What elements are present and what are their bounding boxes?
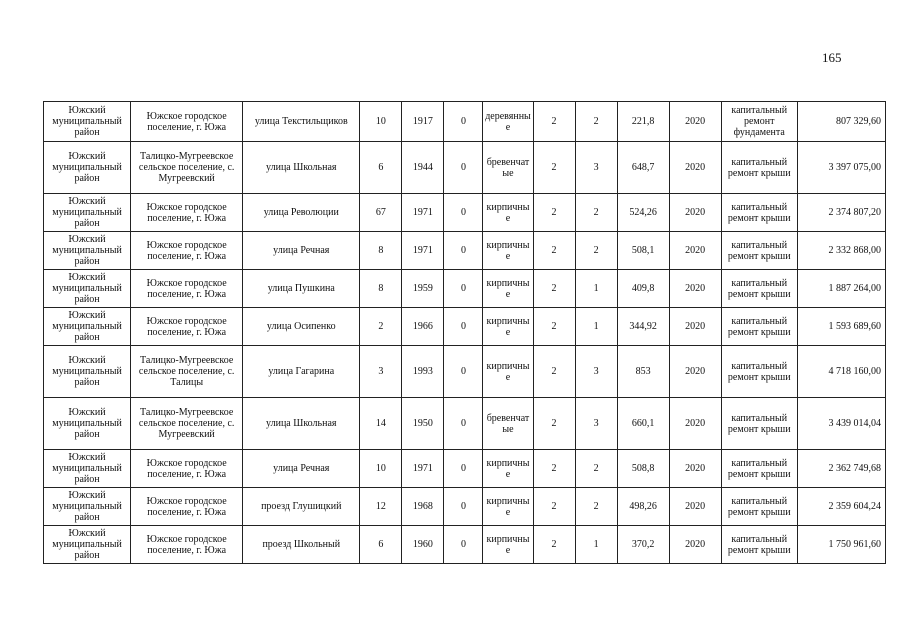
cell-floors: 2 bbox=[533, 102, 575, 142]
cell-area: 853 bbox=[617, 346, 669, 398]
cell-plan-year: 2020 bbox=[669, 450, 721, 488]
cell-build-year: 1968 bbox=[402, 488, 444, 526]
cell-district: Южский муниципальный район bbox=[44, 308, 131, 346]
cell-floors: 2 bbox=[533, 526, 575, 564]
cell-build-year: 1950 bbox=[402, 398, 444, 450]
cell-street: улица Школьная bbox=[243, 142, 360, 194]
cell-district: Южский муниципальный район bbox=[44, 102, 131, 142]
cell-entrances: 3 bbox=[575, 346, 617, 398]
cell-floors: 2 bbox=[533, 194, 575, 232]
cell-floors: 2 bbox=[533, 232, 575, 270]
cell-area: 409,8 bbox=[617, 270, 669, 308]
cell-house-number: 8 bbox=[360, 270, 402, 308]
cell-house-number: 12 bbox=[360, 488, 402, 526]
cell-area: 370,2 bbox=[617, 526, 669, 564]
cell-build-year: 1960 bbox=[402, 526, 444, 564]
table-row bbox=[44, 346, 886, 398]
cell-zero: 0 bbox=[444, 308, 483, 346]
cell-settlement: Талицко-Мугреевское сельское поселение, с. Мугреевский bbox=[131, 398, 243, 450]
cell-street: проезд Глушицкий bbox=[243, 488, 360, 526]
cell-area: 648,7 bbox=[617, 142, 669, 194]
cell-plan-year: 2020 bbox=[669, 526, 721, 564]
cell-area: 660,1 bbox=[617, 398, 669, 450]
cell-street: улица Речная bbox=[243, 450, 360, 488]
cell-wall-material: кирпичные bbox=[483, 450, 533, 488]
cell-zero: 0 bbox=[444, 270, 483, 308]
cell-work-type: капитальный ремонт крыши bbox=[721, 398, 797, 450]
cell-plan-year: 2020 bbox=[669, 102, 721, 142]
cell-settlement: Южское городское поселение, г. Южа bbox=[131, 526, 243, 564]
table-row bbox=[44, 308, 886, 346]
cell-build-year: 1917 bbox=[402, 102, 444, 142]
cell-entrances: 2 bbox=[575, 194, 617, 232]
cell-build-year: 1971 bbox=[402, 194, 444, 232]
cell-settlement: Южское городское поселение, г. Южа bbox=[131, 270, 243, 308]
cell-zero: 0 bbox=[444, 102, 483, 142]
cell-wall-material: кирпичные bbox=[483, 232, 533, 270]
cell-street: улица Революции bbox=[243, 194, 360, 232]
cell-entrances: 3 bbox=[575, 398, 617, 450]
cell-house-number: 14 bbox=[360, 398, 402, 450]
cell-work-type: капитальный ремонт крыши bbox=[721, 488, 797, 526]
cell-build-year: 1944 bbox=[402, 142, 444, 194]
cell-cost: 807 329,60 bbox=[797, 102, 885, 142]
cell-cost: 1 593 689,60 bbox=[797, 308, 885, 346]
cell-house-number: 6 bbox=[360, 142, 402, 194]
cell-zero: 0 bbox=[444, 142, 483, 194]
cell-area: 508,8 bbox=[617, 450, 669, 488]
cell-cost: 1 887 264,00 bbox=[797, 270, 885, 308]
cell-entrances: 3 bbox=[575, 142, 617, 194]
cell-work-type: капитальный ремонт крыши bbox=[721, 142, 797, 194]
cell-build-year: 1971 bbox=[402, 450, 444, 488]
cell-street: улица Текстильщиков bbox=[243, 102, 360, 142]
cell-cost: 3 439 014,04 bbox=[797, 398, 885, 450]
cell-work-type: капитальный ремонт крыши bbox=[721, 526, 797, 564]
cell-plan-year: 2020 bbox=[669, 308, 721, 346]
cell-district: Южский муниципальный район bbox=[44, 232, 131, 270]
cell-settlement: Южское городское поселение, г. Южа bbox=[131, 232, 243, 270]
cell-floors: 2 bbox=[533, 450, 575, 488]
cell-district: Южский муниципальный район bbox=[44, 142, 131, 194]
cell-house-number: 6 bbox=[360, 526, 402, 564]
table-row bbox=[44, 488, 886, 526]
cell-work-type: капитальный ремонт крыши bbox=[721, 450, 797, 488]
cell-work-type: капитальный ремонт крыши bbox=[721, 346, 797, 398]
cell-wall-material: кирпичные bbox=[483, 270, 533, 308]
cell-wall-material: кирпичные bbox=[483, 194, 533, 232]
table-row bbox=[44, 142, 886, 194]
cell-wall-material: кирпичные bbox=[483, 346, 533, 398]
cell-work-type: капитальный ремонт крыши bbox=[721, 270, 797, 308]
cell-wall-material: бревенчатые bbox=[483, 398, 533, 450]
table-row bbox=[44, 102, 886, 142]
cell-entrances: 2 bbox=[575, 450, 617, 488]
cell-entrances: 1 bbox=[575, 308, 617, 346]
table-row bbox=[44, 194, 886, 232]
cell-cost: 2 374 807,20 bbox=[797, 194, 885, 232]
cell-street: улица Школьная bbox=[243, 398, 360, 450]
cell-street: улица Пушкина bbox=[243, 270, 360, 308]
cell-wall-material: деревянные bbox=[483, 102, 533, 142]
cell-house-number: 3 bbox=[360, 346, 402, 398]
cell-district: Южский муниципальный район bbox=[44, 488, 131, 526]
cell-cost: 2 359 604,24 bbox=[797, 488, 885, 526]
cell-cost: 1 750 961,60 bbox=[797, 526, 885, 564]
cell-district: Южский муниципальный район bbox=[44, 346, 131, 398]
cell-wall-material: кирпичные bbox=[483, 526, 533, 564]
cell-build-year: 1993 bbox=[402, 346, 444, 398]
cell-work-type: капитальный ремонт крыши bbox=[721, 232, 797, 270]
cell-house-number: 8 bbox=[360, 232, 402, 270]
cell-floors: 2 bbox=[533, 270, 575, 308]
cell-settlement: Южское городское поселение, г. Южа bbox=[131, 194, 243, 232]
cell-zero: 0 bbox=[444, 488, 483, 526]
page-number: 165 bbox=[822, 50, 842, 65]
cell-entrances: 1 bbox=[575, 270, 617, 308]
cell-zero: 0 bbox=[444, 346, 483, 398]
cell-street: проезд Школьный bbox=[243, 526, 360, 564]
cell-area: 498,26 bbox=[617, 488, 669, 526]
cell-plan-year: 2020 bbox=[669, 488, 721, 526]
cell-house-number: 2 bbox=[360, 308, 402, 346]
cell-zero: 0 bbox=[444, 526, 483, 564]
cell-cost: 2 332 868,00 bbox=[797, 232, 885, 270]
cell-plan-year: 2020 bbox=[669, 194, 721, 232]
cell-settlement: Южское городское поселение, г. Южа bbox=[131, 102, 243, 142]
cell-plan-year: 2020 bbox=[669, 346, 721, 398]
cell-area: 508,1 bbox=[617, 232, 669, 270]
cell-zero: 0 bbox=[444, 450, 483, 488]
cell-settlement: Талицко-Мугреевское сельское поселение, с. Талицы bbox=[131, 346, 243, 398]
cell-cost: 4 718 160,00 bbox=[797, 346, 885, 398]
table-row bbox=[44, 450, 886, 488]
cell-entrances: 2 bbox=[575, 102, 617, 142]
cell-entrances: 2 bbox=[575, 232, 617, 270]
cell-street: улица Гагарина bbox=[243, 346, 360, 398]
cell-work-type: капитальный ремонт крыши bbox=[721, 308, 797, 346]
cell-zero: 0 bbox=[444, 232, 483, 270]
cell-floors: 2 bbox=[533, 398, 575, 450]
table-row bbox=[44, 526, 886, 564]
cell-build-year: 1966 bbox=[402, 308, 444, 346]
cell-floors: 2 bbox=[533, 346, 575, 398]
cell-wall-material: бревенчатые bbox=[483, 142, 533, 194]
cell-entrances: 2 bbox=[575, 488, 617, 526]
cell-wall-material: кирпичные bbox=[483, 488, 533, 526]
cell-plan-year: 2020 bbox=[669, 398, 721, 450]
cell-zero: 0 bbox=[444, 194, 483, 232]
cell-work-type: капитальный ремонт фундамента bbox=[721, 102, 797, 142]
cell-district: Южский муниципальный район bbox=[44, 194, 131, 232]
cell-wall-material: кирпичные bbox=[483, 308, 533, 346]
cell-floors: 2 bbox=[533, 308, 575, 346]
cell-settlement: Южское городское поселение, г. Южа bbox=[131, 488, 243, 526]
cell-work-type: капитальный ремонт крыши bbox=[721, 194, 797, 232]
cell-area: 221,8 bbox=[617, 102, 669, 142]
cell-house-number: 67 bbox=[360, 194, 402, 232]
table-row bbox=[44, 232, 886, 270]
cell-build-year: 1971 bbox=[402, 232, 444, 270]
cell-settlement: Южское городское поселение, г. Южа bbox=[131, 450, 243, 488]
cell-settlement: Талицко-Мугреевское сельское поселение, с. Мугреевский bbox=[131, 142, 243, 194]
cell-floors: 2 bbox=[533, 142, 575, 194]
cell-area: 344,92 bbox=[617, 308, 669, 346]
cell-plan-year: 2020 bbox=[669, 232, 721, 270]
cell-plan-year: 2020 bbox=[669, 270, 721, 308]
cell-house-number: 10 bbox=[360, 450, 402, 488]
cell-street: улица Осипенко bbox=[243, 308, 360, 346]
cell-plan-year: 2020 bbox=[669, 142, 721, 194]
cell-house-number: 10 bbox=[360, 102, 402, 142]
cell-cost: 3 397 075,00 bbox=[797, 142, 885, 194]
housing-repair-table bbox=[43, 101, 886, 564]
cell-street: улица Речная bbox=[243, 232, 360, 270]
cell-district: Южский муниципальный район bbox=[44, 450, 131, 488]
table-row bbox=[44, 398, 886, 450]
cell-district: Южский муниципальный район bbox=[44, 526, 131, 564]
cell-area: 524,26 bbox=[617, 194, 669, 232]
cell-floors: 2 bbox=[533, 488, 575, 526]
cell-settlement: Южское городское поселение, г. Южа bbox=[131, 308, 243, 346]
cell-entrances: 1 bbox=[575, 526, 617, 564]
cell-build-year: 1959 bbox=[402, 270, 444, 308]
cell-district: Южский муниципальный район bbox=[44, 398, 131, 450]
table-row bbox=[44, 270, 886, 308]
cell-cost: 2 362 749,68 bbox=[797, 450, 885, 488]
cell-zero: 0 bbox=[444, 398, 483, 450]
cell-district: Южский муниципальный район bbox=[44, 270, 131, 308]
